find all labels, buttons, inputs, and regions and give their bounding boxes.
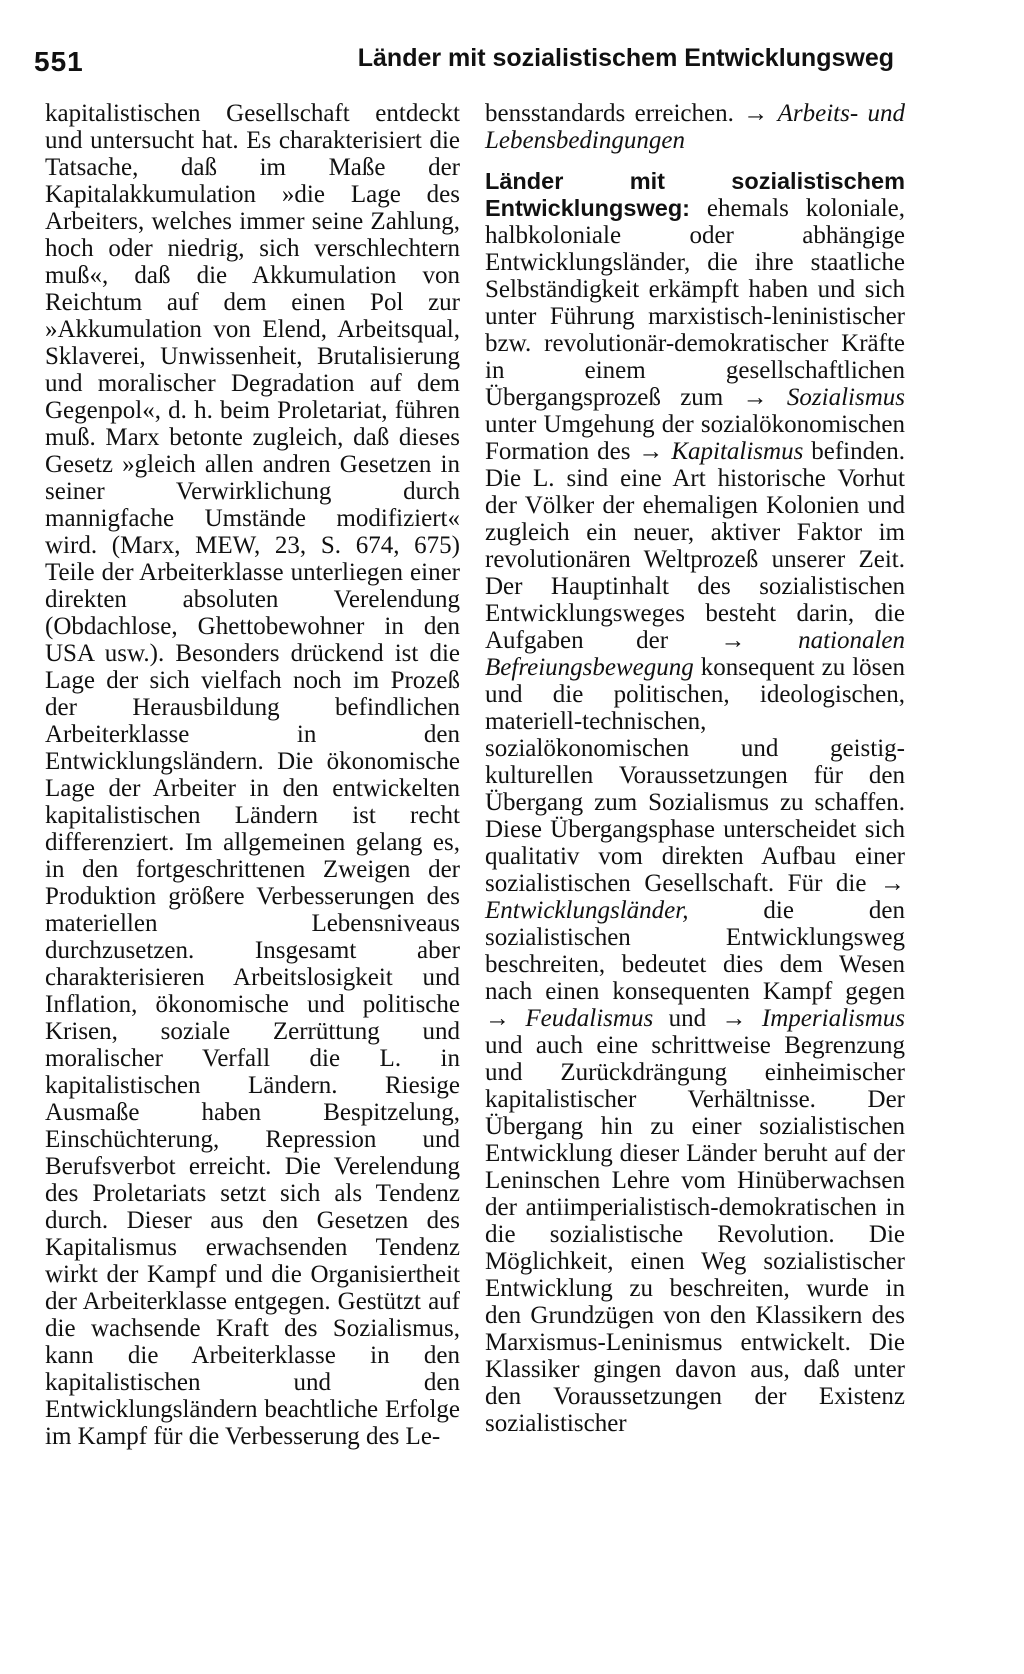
- cross-reference-arrow-icon: →: [742, 384, 768, 411]
- page-number: 551: [34, 46, 84, 77]
- cross-reference-link[interactable]: nationalen Befreiungsbewegung: [485, 627, 906, 681]
- entry-text: konsequent zu lösen und die politischen, ideologischen, materiell-technischen, sozialökonomischen und geistig-kulturellen Voraussetzungen für den Übergang zum Sozialismus zu schaffen. Diese Übergangsphase unterscheidet sich qualitativ vom direkten Aufbau einer sozialistischen Gesellschaft. Für die: [485, 654, 905, 897]
- continuation-text: bensstandards erreichen.: [485, 100, 734, 127]
- cross-reference-link[interactable]: Feudalismus: [510, 1005, 654, 1032]
- cross-reference-arrow-icon: →: [743, 100, 769, 127]
- entry-text: und auch eine schrittweise Begrenzung und Zurückdrängung einheimischer kapitalistischer Verhältnisse. Der Übergang hin zu einer sozialistischen Entwicklung dieser Länder beruht auf der Leninschen Lehre vom Hinüberwachsen der antiimperialistisch-demokratischen in die sozialistische Revolution. Die Möglichkeit, einen Weg sozialistischer Entwicklung zu beschreiten, wurde in den Grundzügen von den Klassikern des Marxismus-Leninismus entwickelt. Die Klassiker gingen davon aus, daß unter den Voraussetzungen der Existenz sozialistischer: [485, 1032, 905, 1437]
- cross-reference-arrow-icon: →: [721, 1005, 747, 1032]
- entry-text: und: [653, 1005, 722, 1032]
- cross-reference-link[interactable]: Imperialismus: [746, 1005, 905, 1032]
- cross-reference-link[interactable]: Arbeits- und Lebensbedingungen: [485, 100, 906, 154]
- cross-reference-arrow-icon: →: [720, 627, 746, 654]
- left-column-text: kapitalistischen Gesellschaft entdeckt und untersucht hat. Es charakterisiert die Tatsache, daß im Maße der Kapitalakkumulation »die Lage des Arbeiters, welches immer seine Zahlung, hoch oder niedrig, sich verschlechtern muß«, daß die Akkumulation von Reichtum auf dem einen Pol zur »Akkumulation von Elend, Arbeitsqual, Sklaverei, Unwissenheit, Brutalisierung und moralischer Degradation auf dem Gegenpol«, d. h. beim Proletariat, führen muß. Marx betonte zugleich, daß dieses Gesetz »gleich allen andren Gesetzen in seiner Verwirklichung durch mannigfache Umstände modifiziert« wird. (Marx, MEW, 23, S. 674, 675) Teile der Arbeiterklasse unterliegen einer direkten absoluten Verelendung (Obdachlose, Ghettobewohner in den USA usw.). Besonders drückend ist die Lage der sich vielfach noch im Prozeß der Herausbildung befindlichen Arbeiterklasse in den Entwicklungsländern. Die ökonomische Lage der Arbeiter in den entwickelten kapitalistischen Ländern ist recht differenziert. Im allgemeinen gelang es, in den fortgeschrittenen Zweigen der Produktion größere Verbesserungen des materiellen Lebensniveaus durchzusetzen. Insgesamt aber charakterisieren Arbeitslosigkeit und Inflation, ökonomische und politische Krisen, soziale Zerrüttung und moralischer Verfall die L. in kapitalistischen Ländern. Riesige Ausmaße haben Bespitzelung, Einschüchterung, Repression und Berufsverbot erreicht. Die Verelendung des Proletariats setzt sich als Tendenz durch. Dieser aus den Gesetzen des Kapitalismus erwachsenden Tendenz wirkt der Kampf und die Organisiertheit der Arbeiterklasse entgegen. Gestützt auf die wachsende Kraft des Sozialismus, kann die Arbeiterklasse in den kapitalistischen und den Entwicklungsländern beachtliche Erfolge im Kampf für die Verbesserung des Le-: [45, 100, 460, 1450]
- cross-reference-link[interactable]: Kapitalismus: [663, 438, 804, 465]
- cross-reference-arrow-icon: →: [880, 870, 905, 897]
- entry-text: befinden. Die L. sind eine Art historische Vorhut der Völker der ehemaligen Kolonien und zugleich ein neuer, aktiver Faktor im revolutionären Weltprozeß unserer Zeit. Der Hauptinhalt des sozialistischen Entwicklungsweges besteht darin, die Aufgaben der: [485, 438, 905, 654]
- right-column: [485, 100, 905, 1437]
- cross-reference-link[interactable]: Sozialismus: [767, 384, 905, 411]
- entry-text: die den sozialistischen Entwicklungsweg beschreiten, bedeutet dies dem Wesen nach einen konsequenten Kampf gegen: [485, 897, 905, 1005]
- entry-text: unter Umgehung der sozialökonomischen Formation des: [485, 411, 905, 465]
- cross-reference-link[interactable]: Entwicklungsländer,: [485, 897, 689, 924]
- running-head: Länder mit sozialistischem Entwicklungsweg: [357, 44, 894, 72]
- entry-lemma: Länder mit sozialistischem Entwicklungsweg:: [485, 168, 905, 221]
- entry-text: ehemals koloniale, halbkoloniale oder abhängige Entwicklungsländer, die ihre staatliche Selbständigkeit erkämpft haben und sich unter Führung marxistisch-leninistischer bzw. revolutionär-demokratischer Kräfte in einem gesellschaftlichen Übergangsprozeß zum: [485, 195, 905, 411]
- page-header: [34, 40, 894, 80]
- cross-reference-arrow-icon: →: [638, 438, 664, 465]
- left-column: [45, 100, 460, 1450]
- cross-reference-arrow-icon: →: [485, 1005, 510, 1032]
- dictionary-entry: [485, 168, 905, 1437]
- continuation-paragraph: [485, 100, 905, 154]
